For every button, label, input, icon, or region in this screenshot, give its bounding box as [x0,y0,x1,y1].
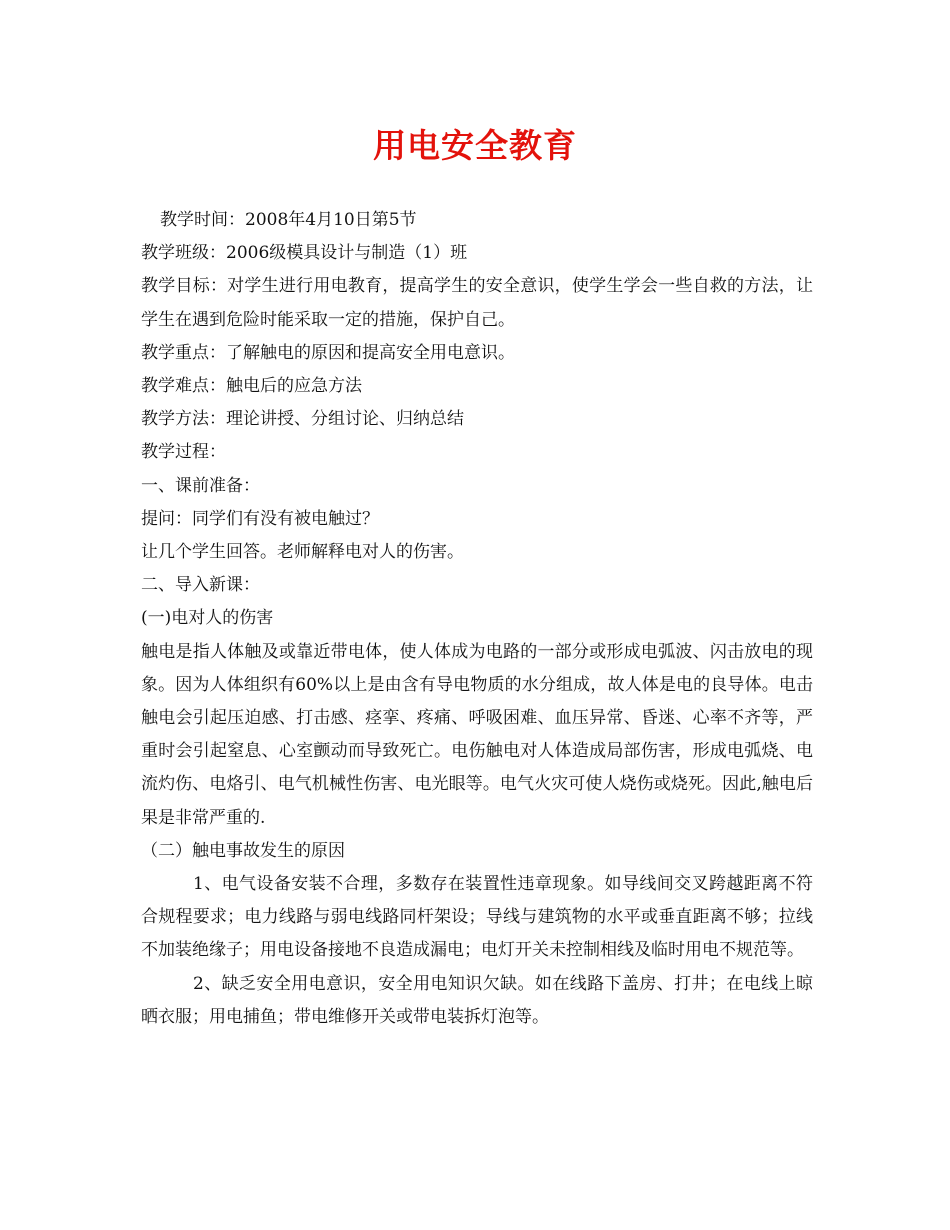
paragraph-student-answer: 让几个学生回答。老师解释电对人的伤害。 [141,542,464,563]
document-title: 用电安全教育 [373,126,577,165]
paragraph-teaching-class: 教学班级：2006级模具设计与制造（1）班 [141,243,468,264]
paragraph-teaching-key-point: 教学重点：了解触电的原因和提高安全用电意识。 [141,342,515,363]
paragraph-teaching-time: 教学时间：2008年4月10日第5节 [160,210,417,230]
document-body [141,204,813,1034]
paragraph-cause-installation: 1、电气设备安装不合理，多数存在装置性违章现象。如导线间交叉跨越距离不符合规程要求；电力线路与弱电线路同杆架设；导线与建筑物的水平或垂直距离不够；拉线不加装绝缘子；用电设备接地不良造成漏电；电灯开关未控制相线及临时用电不规范等。 [141,874,813,961]
paragraph-electric-shock-explanation: 触电是指人体触及或靠近带电体，使人体成为电路的一部分或形成电弧波、闪击放电的现象。因为人体组织有60%以上是由含有导电物质的水分组成，故人体是电的良导体。电击触电会引起压迫感、打击感、痉挛、疼痛、呼吸困难、血压异常、昏迷、心率不齐等，严重时会引起窒息、心室颤动而导致死亡。电伤触电对人体造成局部伤害，形成电弧烧、电流灼伤、电烙引、电气机械性伤害、电光眼等。电气火灾可使人烧伤或烧死。因此,触电后果是非常严重的. [141,641,813,828]
paragraph-teaching-goal: 教学目标：对学生进行用电教育，提高学生的安全意识，使学生学会一些自救的方法，让学生在遇到危险时能采取一定的措施，保护自己。 [141,276,813,330]
section-heading-preparation: 一、课前准备： [141,475,260,496]
section-heading-new-lesson: 二、导入新课： [141,575,260,596]
subsection-heading-causes: （二）触电事故发生的原因 [141,840,345,861]
subsection-heading-harm: (一)电对人的伤害 [141,608,274,629]
paragraph-teaching-difficulty: 教学难点：触电后的应急方法 [141,376,362,397]
paragraph-cause-awareness: 2、缺乏安全用电意识，安全用电知识欠缺。如在线路下盖房、打井；在电线上晾晒衣服；用电捕鱼；带电维修开关或带电装拆灯泡等。 [141,973,813,1027]
paragraph-teaching-method: 教学方法：理论讲授、分组讨论、归纳总结 [141,409,464,430]
paragraph-question: 提问：同学们有没有被电触过？ [141,508,379,529]
paragraph-teaching-process: 教学过程： [141,442,226,463]
